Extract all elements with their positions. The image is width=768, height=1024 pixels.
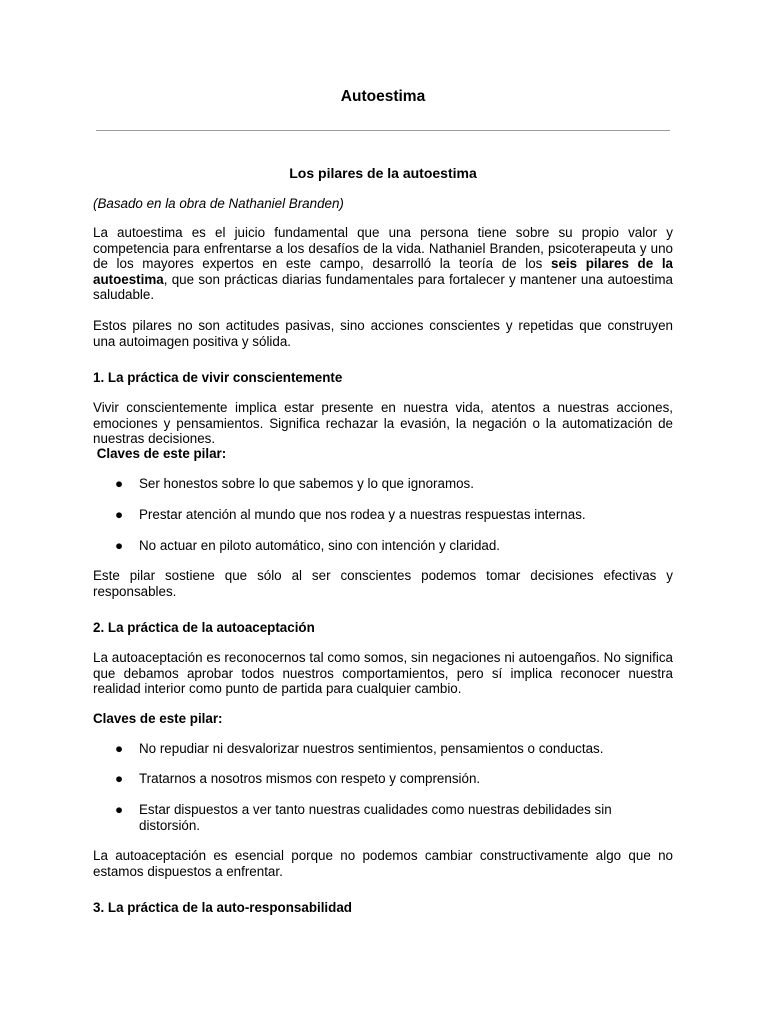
list-item-text: Tratarnos a nosotros mismos con respeto y comprensión. [139, 771, 481, 786]
section-2-body: La autoaceptación es reconocernos tal como somos, sin negaciones ni autoengaños. No significa que debamos aprobar todos nuestros comportamientos, pero sí implica reconocer nuestra realidad interior como punto de partida para cualquier cambio. [93, 650, 673, 697]
intro-text-start: La autoestima es el juicio fundamental que una persona tiene sobre su propio valor y competencia para enfrentarse a los desafíos de la vida. Nathaniel Branden, psicoterapeuta y uno de los mayores expertos en este campo, desarrolló la teoría de los [93, 225, 673, 272]
intro-paragraph-1 [93, 225, 673, 303]
list-item [115, 507, 673, 523]
section-1-keys-label: Claves de este pilar: [93, 446, 227, 461]
list-item-text: No repudiar ni desvalorizar nuestros sentimientos, pensamientos o conductas. [139, 741, 604, 756]
bullet-icon: ● [115, 802, 124, 817]
basis-note: (Basado en la obra de Nathaniel Branden) [93, 196, 344, 211]
bullet-icon: ● [115, 741, 124, 756]
section-2-heading: 2. La práctica de la autoaceptación [93, 620, 315, 635]
list-item [115, 741, 673, 757]
section-1-closing: Este pilar sostiene que sólo al ser conscientes podemos tomar decisiones efectivas y responsables. [93, 568, 673, 599]
list-item-text: Estar dispuestos a ver tanto nuestras cualidades como nuestras debilidades sin distorsión. [139, 802, 612, 833]
list-item [115, 771, 673, 787]
intro-emphasis: seis pilares de la autoestima [93, 256, 673, 287]
list-item [115, 476, 673, 492]
list-item-text: Prestar atención al mundo que nos rodea y a nuestras respuestas internas. [139, 507, 586, 522]
bullet-icon: ● [115, 507, 124, 522]
section-3-heading: 3. La práctica de la auto-responsabilidad [93, 900, 352, 915]
intro-text-end: , que son prácticas diarias fundamentales para fortalecer y mantener una autoestima saludable. [93, 271, 673, 303]
list-item [115, 538, 673, 554]
bullet-icon: ● [115, 771, 124, 786]
list-item-text: No actuar en piloto automático, sino con intención y claridad. [139, 538, 501, 553]
list-item-text: Ser honestos sobre lo que sabemos y lo que ignoramos. [139, 476, 474, 491]
intro-paragraph-2: Estos pilares no son actitudes pasivas, sino acciones conscientes y repetidas que construyen una autoimagen positiva y sólida. [93, 318, 673, 349]
section-2-closing: La autoaceptación es esencial porque no podemos cambiar constructivamente algo que no estamos dispuestos a enfrentar. [93, 848, 673, 879]
document-subtitle: Los pilares de la autoestima [289, 165, 477, 181]
bullet-icon: ● [115, 476, 124, 491]
section-1-body: Vivir conscientemente implica estar presente en nuestra vida, atentos a nuestras acciones, emociones y pensamientos. Significa rechazar la evasión, la negación o la automatización de nuestras decisiones. [93, 400, 673, 447]
section-2-keys-label: Claves de este pilar: [93, 711, 223, 726]
section-1-heading: 1. La práctica de vivir conscientemente [93, 370, 343, 385]
bullet-icon: ● [115, 538, 124, 553]
list-item [115, 802, 673, 833]
document-title: Autoestima [340, 88, 426, 105]
title-divider [96, 130, 670, 131]
